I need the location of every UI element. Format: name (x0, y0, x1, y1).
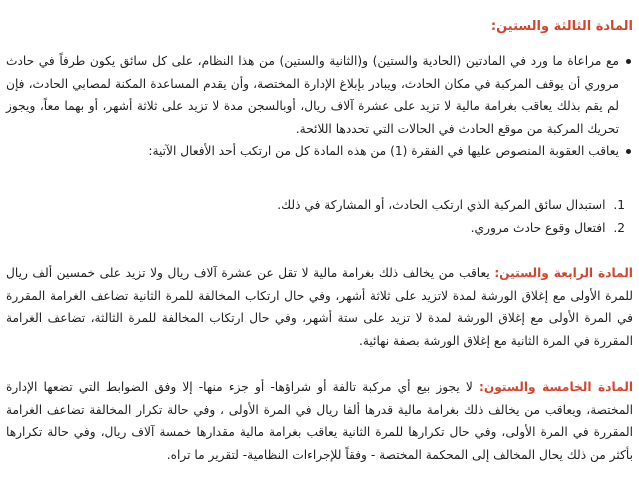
act-item-2 (6, 217, 633, 240)
article-64-block (6, 262, 633, 352)
act-item-1 (6, 194, 633, 217)
article-63-acts-block (6, 194, 633, 239)
bullet-dot-icon (626, 149, 631, 154)
act-number: 2. (613, 220, 625, 235)
article-63-acts-list (6, 194, 633, 239)
article-65-paragraph (6, 376, 633, 466)
article-65-block (6, 376, 633, 466)
article-64-paragraph (6, 262, 633, 352)
bullet-dot-icon (626, 59, 631, 64)
article-65-text: لا يجوز بيع أي مركبة تالفة أو شراؤها- أو جزء منها- إلا وفق الضوابط التي تضعها الإدارة المختصة، ويعاقب من يخالف ذلك بغرامة مالية قدرها ألفا ريال في المرة الأولى ، وفي حالة تكرار المخالفة تضاعف الغرامة المقررة في المرة الأولى، وفي حال تكرارها للمرة الثانية يعاقب بغرامة مالية مقدارها خمسة آلاف ريال، وفي حالة تكرارها بأكثر من ذلك يحال المخالف إلى المحكمة المختصة - وفقاً للإجراءات النظامية- لتقرير ما تراه. (6, 380, 633, 462)
act-text: افتعال وقوع حادث مروري. (470, 220, 606, 235)
article-63-bullets-block (6, 50, 633, 163)
act-number: 1. (613, 198, 625, 212)
article-65-heading: المادة الخامسة والستون: (479, 380, 634, 394)
article-63-bullet-list (6, 50, 633, 163)
act-text: استبدال سائق المركبة الذي ارتكب الحادث، أو المشاركة في ذلك. (277, 198, 606, 212)
article-63-heading: المادة الثالثة والستين: (490, 19, 633, 34)
bullet-text: يعاقب العقوبة المنصوص عليها في الفقرة (1) من هذه المادة كل من ارتكب أحد الأفعال الآتية: (148, 144, 619, 159)
article-63-heading-block (6, 18, 633, 36)
bullet-item-2 (6, 140, 633, 163)
bullet-text: مع مراعاة ما ورد في المادتين (الحادية والستين) و(الثانية والستين) من هذا النظام، على كل سائق يكون طرفاً في حادث مروري أن يوقف المركبة في مكان الحادث، ويبادر بإبلاغ الإدارة المختصة، وأن يقدم المساعدة المكنة لمصابي الحادث، فإن لم يقم بذلك يعاقب بغرامة مالية لا تزيد على عشرة آلاف ريال، أوبالسجن مدة لا تزيد على ثلاثة أشهر، أو بهما معاً، ويجوز تحريك المركبة من موقع الحادث في الحالات التي تحددها اللائحة. (6, 54, 619, 136)
article-64-heading: المادة الرابعة والستين: (494, 266, 633, 280)
bullet-item-1 (6, 50, 633, 140)
article-64-text: يعاقب من يخالف ذلك بغرامة مالية لا تقل عن عشرة آلاف ريال ولا تزيد على خمسين ألف ريال للمرة الأولى مع إغلاق الورشة لمدة لاتزيد على ثلاثة أشهر، وفي حال ارتكاب المخالفة للمرة الثانية تضاعف الغرامة المقررة في المرة الأولى مع إغلاق الورشة لمدة لا تزيد على ستة أشهر، وفي حال ارتكاب المخالفة للمرة الثالثة، تضاعف الغرامة المقررة في المرة الثانية مع إغلاق الورشة بصفة نهائية. (6, 266, 633, 348)
